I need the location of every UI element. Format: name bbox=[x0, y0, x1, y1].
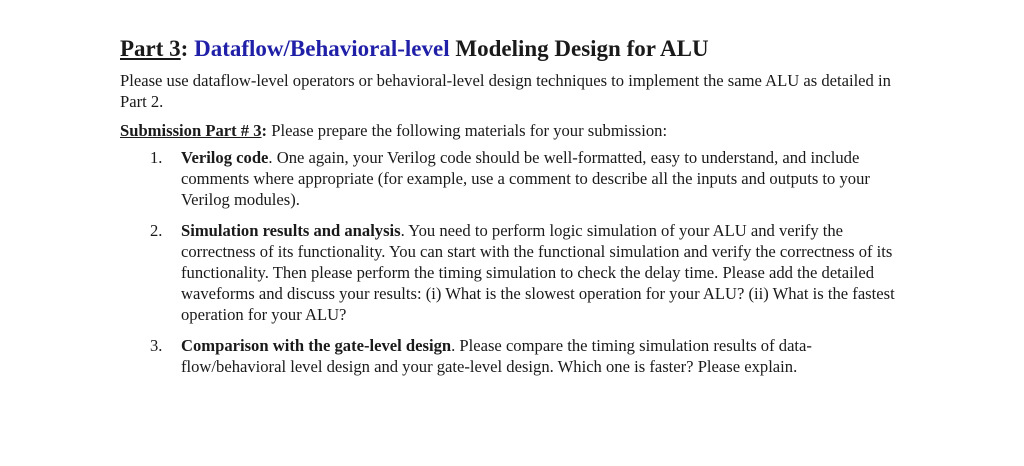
item-number: 1. bbox=[150, 148, 163, 167]
item-title: Comparison with the gate-level design bbox=[181, 336, 452, 355]
heading-topic: Dataflow/Behavioral-level bbox=[194, 36, 450, 61]
item-text: . You need to perform logic simulation of your ALU and verify the correctness of its functionality. You can start with the functional simulation and verify the correctness of its functionality. Then please perform the timing simulation to check the delay time. Please add the detailed waveforms and discuss your results: (i) What is the slowest operation for your ALU? (ii) What is the fastest operation for your ALU? bbox=[181, 221, 895, 324]
submission-colon: : bbox=[261, 121, 268, 140]
item-number: 3. bbox=[150, 336, 163, 355]
requirements-list bbox=[120, 147, 920, 377]
list-item bbox=[120, 335, 911, 377]
item-text: . One again, your Verilog code should be well-formatted, easy to understand, and include comments where appropriate (for example, use a comment to describe all the inputs and outputs to your Verilog modules). bbox=[181, 148, 870, 209]
submission-label: Submission Part # 3 bbox=[120, 121, 262, 140]
document-page bbox=[120, 34, 920, 387]
heading-part-label: Part 3 bbox=[120, 36, 181, 61]
intro-paragraph: Please use dataflow-level operators or behavioral-level design techniques to implement the same ALU as detailed in Part 2. bbox=[120, 71, 891, 111]
submission-text: Please prepare the following materials for your submission: bbox=[267, 121, 668, 140]
section-heading bbox=[120, 34, 920, 64]
item-title: Simulation results and analysis bbox=[181, 221, 401, 240]
submission-line bbox=[120, 120, 920, 141]
list-item bbox=[120, 147, 911, 210]
list-item bbox=[120, 220, 911, 325]
heading-colon: : bbox=[180, 36, 195, 61]
item-title: Verilog code bbox=[181, 148, 269, 167]
heading-rest: Modeling Design for ALU bbox=[449, 36, 709, 61]
item-number: 2. bbox=[150, 221, 163, 240]
item-text: . Please compare the timing simulation results of data-flow/behavioral level design and your gate-level design. Which one is faster? Please explain. bbox=[181, 336, 812, 376]
